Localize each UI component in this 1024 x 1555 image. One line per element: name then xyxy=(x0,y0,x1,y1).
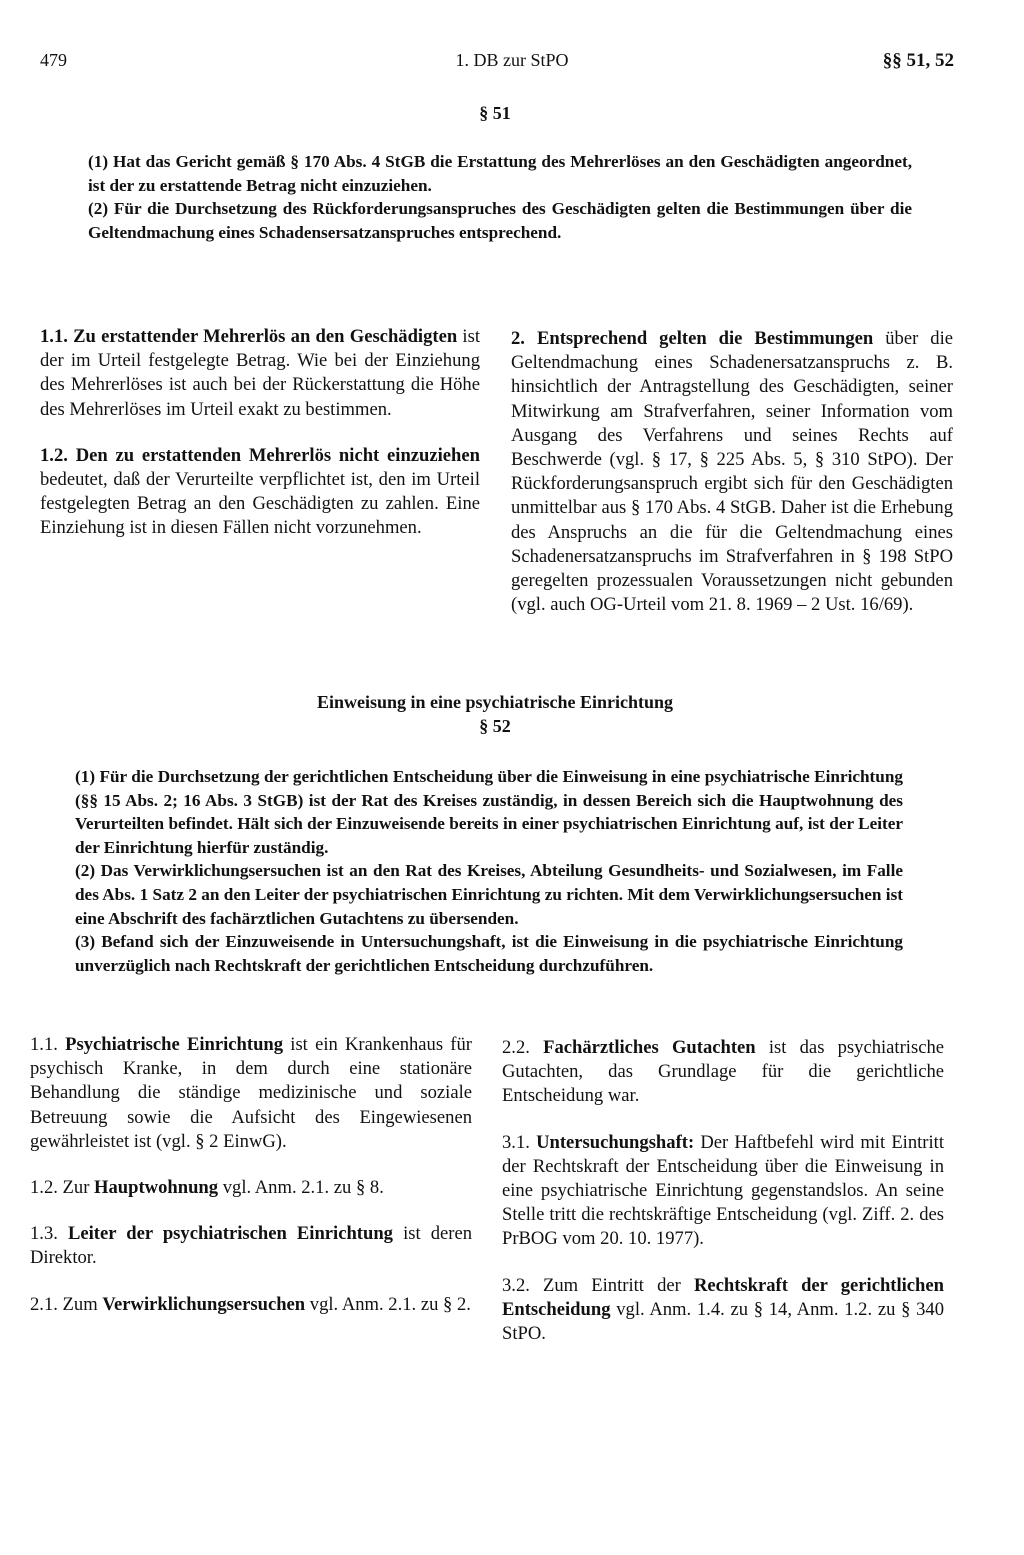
annotation xyxy=(40,325,480,422)
statute-paragraph: (1) Hat das Gericht gemäß § 170 Abs. 4 StGB die Erstattung des Mehrerlöses an den Geschädigten angeordnet, ist der zu erstattende Betrag nicht einzuziehen. xyxy=(88,152,912,195)
section-52-statute xyxy=(75,765,903,977)
annotation-term: Verwirklichungsersuchen xyxy=(102,1293,306,1315)
section-51-heading: § 51 xyxy=(479,103,511,123)
annotation-term: Rechtskraft der gerichtlichen Entscheidung xyxy=(502,1274,944,1320)
annotation xyxy=(40,444,480,541)
annotation-text: vgl. Anm. 2.1. zu § 2. xyxy=(305,1293,471,1315)
page-number: 479 xyxy=(40,50,67,70)
section-51-statute xyxy=(88,150,912,244)
annotation-text: vgl. Anm. 1.4. zu § 14, Anm. 1.2. zu § 340 StPO. xyxy=(502,1298,944,1345)
statute-paragraph: (2) Für die Durchsetzung des Rückforderungsanspruches des Geschädigten gelten die Bestimmungen über die Geltendmachung eines Schadensersatzanspruches entsprechend. xyxy=(88,199,912,242)
annotation: 2.2. Fachärztliches Gutachten ist das psychiatrische Gutachten, das Grundlage für die gerichtliche Entscheidung war. xyxy=(502,1037,944,1107)
annotation-term: Fachärztliches Gutachten xyxy=(543,1037,756,1058)
annotation-text: über die Geltendmachung eines Schadenersatzanspruchs z. B. hinsichtlich der Antragstellung des Geschädigten, seiner Mitwirkung am Strafverfahren, seiner Information vom Ausgang des Verfahrens und seines Rechts auf Beschwerde (vgl. § 17, § 225 Abs. 5, § 310 StPO). Der Rückforderungsanspruch ergibt sich für den Geschädigten unmittelbar aus § 170 Abs. 4 StGB. Daher ist die Erhebung des Anspruchs an die für die Geltendmachung eines Schadenersatzanspruchs im Strafverfahren in § 198 StPO geregelten prozessualen Voraussetzungen nicht gebunden (vgl. auch OG-Urteil vom 21. 8. 1969 – 2 Ust. 16/69). xyxy=(511,328,953,616)
section-52-notes-left xyxy=(30,1033,472,1339)
annotation: 3.1. Untersuchungshaft: Der Haftbefehl wird mit Eintritt der Rechtskraft der Entscheidung über die Einweisung in eine psychiatrische Einrichtung gegenstandslos. An seine Stelle tritt die rechtskräftige Entscheidung (vgl. Ziff. 2. des PrBOG vom 20. 10. 1977). xyxy=(502,1131,944,1250)
annotation-term: 1.2. Den zu erstattenden Mehrerlös nicht einzuziehen xyxy=(40,444,480,466)
statute-paragraph: (1) Für die Durchsetzung der gerichtlichen Entscheidung über die Einweisung in eine psychiatrische Einrichtung (§§ 15 Abs. 2; 16 Abs. 3 StGB) ist der Rat des Kreises zuständig, in dessen Bereich sich die Hauptwohnung des Verurteilten befindet. Hält sich der Einzuweisende bereits in einer psychiatrischen Einrichtung auf, ist der Leiter der Einrichtung hierfür zuständig. xyxy=(75,767,903,857)
annotation-term: Leiter der psychiatrischen Einrichtung xyxy=(67,1223,393,1245)
annotation-term: 1.1. Zu erstattender Mehrerlös an den Geschädigten xyxy=(40,326,458,347)
annotation-text: ist der im Urteil festgelegte Betrag. Wie bei der Einziehung des Mehrerlöses ist auch bei der Rückerstattung die Höhe des Mehrerlöses im Urteil exakt zu bestimmen. xyxy=(40,326,480,420)
annotation-text: ist ein Krankenhaus für psychisch Kranke, in dem durch eine stationäre Behandlung die ständige medizinische und soziale Betreuung sowie die Aufsicht des Eingewiesenen gewährleistet ist (vgl. § 2 EinwG). xyxy=(30,1034,472,1152)
section-51-notes-right xyxy=(511,327,953,639)
section-range: §§ 51, 52 xyxy=(882,50,954,71)
running-title: 1. DB zur StPO xyxy=(455,50,569,70)
annotation: 1.1. Psychiatrische Einrichtung ist ein Krankenhaus für psychisch Kranke, in dem durch eine stationäre Behandlung die ständige medizinische und soziale Betreuung sowie die Aufsicht des Eingewiesenen gewährleistet ist (vgl. § 2 EinwG). xyxy=(30,1034,472,1152)
section-52-heading: § 52 xyxy=(479,716,511,736)
annotation: 1.3. Leiter der psychiatrischen Einrichtung ist deren Direktor. xyxy=(30,1223,473,1269)
annotation-term: Hauptwohnung xyxy=(94,1177,219,1199)
statute-paragraph: (3) Befand sich der Einzuweisende in Untersuchungshaft, ist die Einweisung in die psychiatrische Einrichtung unverzüglich nach Rechtskraft der gerichtlichen Entscheidung durchzuführen. xyxy=(75,932,903,975)
annotation: 2.1. Zum Verwirklichungsersuchen vgl. Anm. 2.1. zu § 2. xyxy=(30,1293,471,1315)
section-52-notes-right xyxy=(502,1036,944,1368)
annotation-term: Untersuchungshaft: xyxy=(536,1131,695,1153)
annotation-term: Psychiatrische Einrichtung xyxy=(65,1034,284,1055)
annotation-text: Der Haftbefehl wird mit Eintritt der Rechtskraft der Entscheidung über die Einweisung in eine psychiatrische Einrichtung gegenstandslos. An seine Stelle tritt die rechtskräftige Entscheidung (vgl. Ziff. 2. des PrBOG vom 20. 10. 1977). xyxy=(502,1131,944,1250)
annotation-term: 2. Entsprechend gelten die Bestimmungen xyxy=(511,328,874,349)
annotation-text: ist das psychiatrische Gutachten, das Grundlage für die gerichtliche Entscheidung war. xyxy=(502,1037,944,1107)
annotation: 3.2. Zum Eintritt der Rechtskraft der gerichtlichen Entscheidung vgl. Anm. 1.4. zu § 14, Anm. 1.2. zu § 340 StPO. xyxy=(502,1274,944,1345)
annotation-text: ist deren Direktor. xyxy=(30,1223,473,1269)
annotation xyxy=(511,327,953,617)
annotation-text: vgl. Anm. 2.1. zu § 8. xyxy=(218,1177,384,1199)
section-52-title: Einweisung in eine psychiatrische Einrichtung xyxy=(316,692,674,712)
annotation: 1.2. Zur Hauptwohnung vgl. Anm. 2.1. zu § 8. xyxy=(30,1177,384,1199)
annotation-text: bedeutet, daß der Verurteilte verpflichtet ist, den im Urteil festgelegten Betrag an den Geschädigten zu zahlen. Eine Einziehung ist in diesen Fällen nicht vorzunehmen. xyxy=(40,469,480,539)
section-51-notes-left xyxy=(40,325,480,563)
statute-paragraph: (2) Das Verwirklichungsersuchen ist an den Rat des Kreises, Abteilung Gesundheits- und Sozialwesen, im Falle des Abs. 1 Satz 2 an den Leiter der psychiatrischen Einrichtung zu richten. Mit dem Verwirklichungsersuchen ist eine Abschrift des fachärztlichen Gutachtens zu übersenden. xyxy=(75,861,903,928)
